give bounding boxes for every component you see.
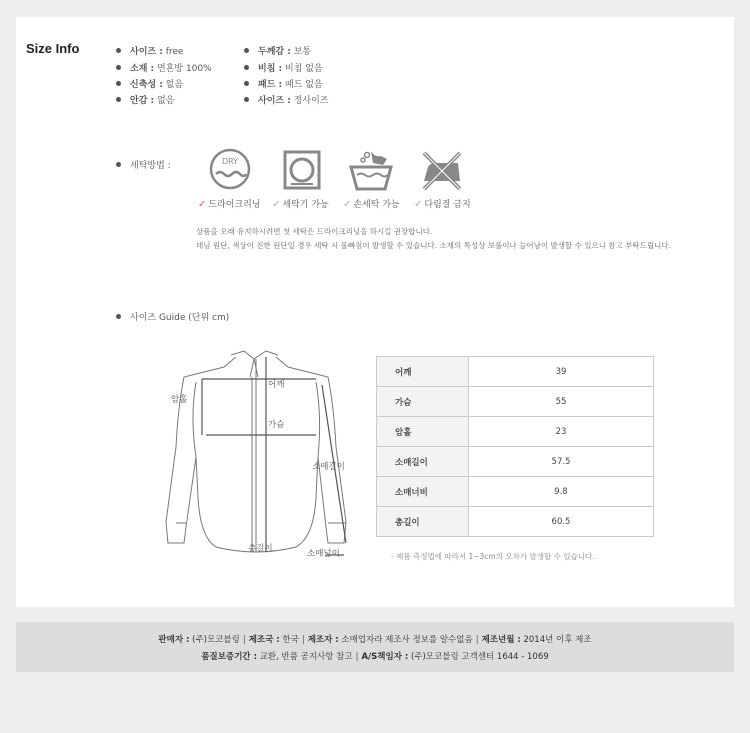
check-icon: ✓ [198,199,207,210]
spec-stretch: 신축성 : 없음 [116,79,183,91]
bullet-icon [244,48,249,53]
bullet-icon [244,97,249,102]
separator: | [355,652,359,662]
dry-clean-icon [206,147,254,195]
bullet-icon [116,48,121,53]
spec-pad: 패드 : 패드 없음 [244,79,323,91]
bullet-icon [116,314,121,319]
spec-thickness: 두께감 : 보통 [244,46,311,58]
care-note-line: 상품을 오래 유지하시려면 첫 세탁은 드라이크리닝을 하시길 권장합니다. [196,227,433,236]
table-row: 암홀 23 [377,417,654,447]
bullet-icon [116,81,121,86]
wash-option-machine: ✓ 세탁기 가능 [272,199,329,210]
label-armhole: 암홀 [171,395,188,405]
separator: | [242,635,246,645]
spec-transparency: 비침 : 비침 없음 [244,63,323,75]
table-row: 총길이 60.5 [377,507,654,537]
footer-line-2: 품질보증기간 : 교환, 반품 공지사항 참고 | A/S책임자 : (주)모코블링 고객센터 1644 - 1069 [201,652,549,662]
spec-size: 사이즈 : free [116,46,183,58]
dry-icon-text: DRY [221,157,239,166]
footer-info [16,622,734,672]
bullet-icon [116,162,121,167]
wash-option-no-iron: ✓ 다림질 금지 [414,199,471,210]
care-note-line: 데님 원단, 색상이 진한 원단일 경우 세탁 시 물빠짐이 발생할 수 있습니다. 소재의 특성상 보풀이나 늘어남이 발생할 수 있으니 참고 부탁드립니다. [196,241,672,250]
check-icon: ✓ [343,199,352,210]
label-shoulder: 어깨 [268,380,285,390]
label-sleeve-width: 소매넓이 [307,549,340,559]
size-table [376,356,654,537]
footer-line-1: 판매자 : (주)모코블링 | 제조국 : 한국 | 제조자 : 소매업자라 제조사 정보를 알수없음 | 제조년월 : 2014년 이후 제조 [158,635,592,645]
spec-fit: 사이즈 : 정사이즈 [244,95,328,107]
table-row: 소매너비 9.8 [377,477,654,507]
label-sleeve-length: 소매길이 [312,462,345,472]
section-title: Size Info [26,41,80,56]
bullet-icon [116,97,121,102]
wash-option-hand: ✓ 손세탁 가능 [343,199,400,210]
bullet-icon [244,65,249,70]
check-icon: ✓ [414,199,423,210]
label-total-length: 총길이 [248,544,273,554]
size-info-card [16,17,734,607]
no-ironing-icon [418,147,466,195]
label-chest: 가슴 [268,420,285,430]
shirt-diagram [156,347,366,567]
wash-option-dry-clean: ✓ 드라이크리닝 [198,199,261,210]
size-guide-label: 사이즈 Guide (단위 cm) [116,310,229,323]
check-icon: ✓ [272,199,281,210]
spec-material: 소재 : 면혼방 100% [116,63,212,75]
table-row: 소매길이 57.5 [377,447,654,477]
separator: | [475,635,479,645]
bullet-icon [116,65,121,70]
separator: | [301,635,305,645]
hand-wash-icon [347,147,395,195]
washing-label: 세탁방법 : [116,158,171,171]
table-row: 어깨 39 [377,357,654,387]
bullet-icon [244,81,249,86]
size-note: - 제품 측정법에 따라서 1~3cm의 오차가 발생할 수 있습니다. [391,552,595,561]
spec-lining: 안감 : 없음 [116,95,174,107]
table-row: 가슴 55 [377,387,654,417]
washing-machine-icon [278,147,326,195]
